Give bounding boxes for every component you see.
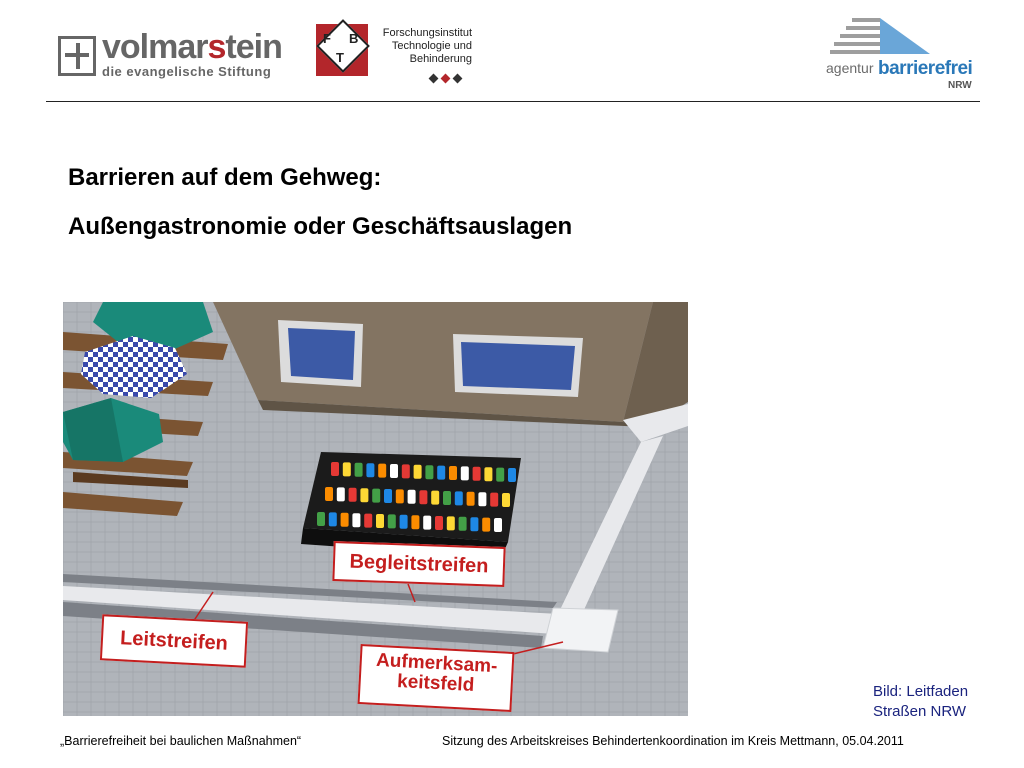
header-divider [46, 101, 980, 102]
logo-agentur-barrierefrei: agentur barrierefrei NRW [824, 16, 984, 96]
logo-ftb [316, 22, 476, 82]
footer-left-text: „Barrierefreiheit bei baulichen Maßnahmen“ [60, 734, 302, 748]
ftb-diamonds-icon [430, 69, 466, 87]
stairs-ramp-icon [830, 16, 930, 62]
footer-right-text: Sitzung des Arbeitskreises Behindertenkoordination im Kreis Mettmann, 05.04.2011 [442, 734, 904, 748]
label-aufmerksamkeitsfeld: Aufmerksam- keitsfeld [358, 644, 515, 712]
slide-title: Barrieren auf dem Gehweg: [68, 164, 382, 191]
label-leitstreifen: Leitstreifen [100, 614, 248, 668]
sidewalk-illustration [63, 302, 688, 716]
label-begleitstreifen: Begleitstreifen [332, 541, 505, 587]
slide-subtitle: Außengastronomie oder Geschäftsauslagen [68, 213, 573, 240]
ftb-mark-icon: F T B [316, 24, 368, 76]
image-caption: Bild: Leitfaden Straßen NRW [873, 683, 969, 720]
logo-volmarstein [58, 28, 300, 80]
ftb-name: Forschungsinstitut Technologie und Behinderung [382, 27, 472, 65]
volmarstein-mark-icon [58, 36, 96, 76]
volmarstein-subtitle: die evangelische Stiftung [102, 64, 272, 79]
volmarstein-wordmark: volmarstein [102, 28, 282, 66]
